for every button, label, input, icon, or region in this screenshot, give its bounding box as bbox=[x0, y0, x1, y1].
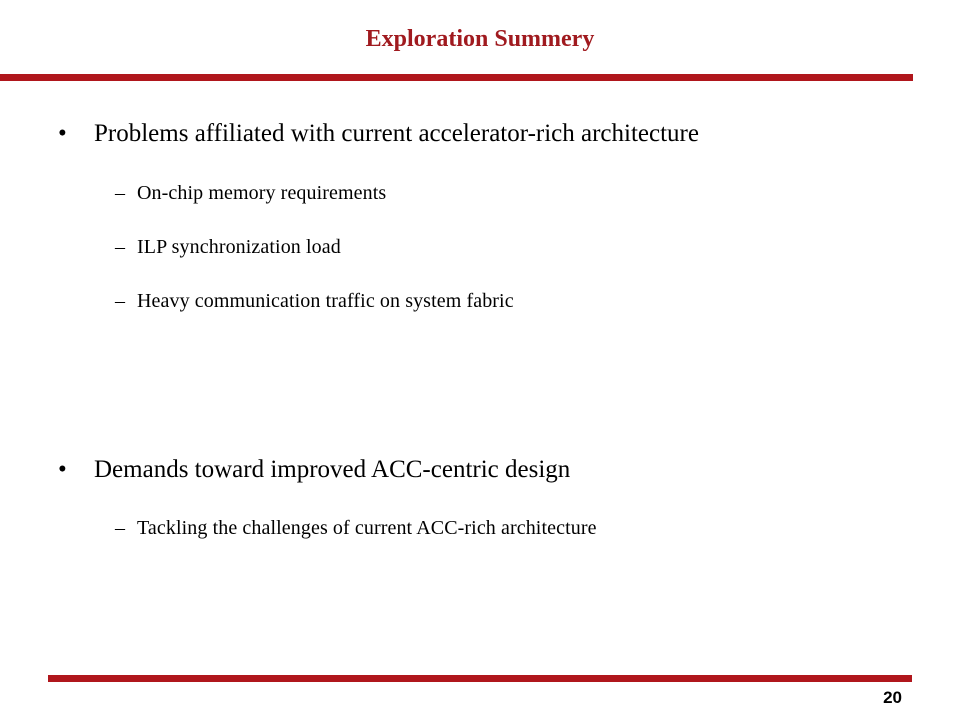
bullet-marker: • bbox=[58, 456, 67, 483]
sub-item bbox=[115, 236, 341, 259]
bullet-text: Demands toward improved ACC-centric design bbox=[94, 456, 571, 483]
sub-item bbox=[115, 290, 514, 313]
bullet-item bbox=[58, 456, 570, 484]
dash-marker: – bbox=[115, 182, 126, 204]
bullet-item bbox=[58, 120, 699, 148]
bullet-marker: • bbox=[58, 120, 67, 147]
sub-item-text: Heavy communication traffic on system fabric bbox=[137, 290, 514, 312]
dash-marker: – bbox=[115, 517, 126, 539]
footer-divider bbox=[48, 675, 912, 682]
sub-item-text: On-chip memory requirements bbox=[137, 182, 387, 204]
page-number: 20 bbox=[883, 688, 902, 707]
sub-item bbox=[115, 517, 597, 540]
dash-marker: – bbox=[115, 290, 126, 312]
bullet-text: Problems affiliated with current accelerator-rich architecture bbox=[94, 120, 699, 147]
title-divider bbox=[0, 74, 913, 81]
slide-title: Exploration Summery bbox=[365, 26, 595, 52]
dash-marker: – bbox=[115, 236, 126, 258]
sub-item-text: Tackling the challenges of current ACC-rich architecture bbox=[137, 517, 597, 539]
sub-item-text: ILP synchronization load bbox=[137, 236, 341, 258]
sub-item bbox=[115, 182, 386, 205]
